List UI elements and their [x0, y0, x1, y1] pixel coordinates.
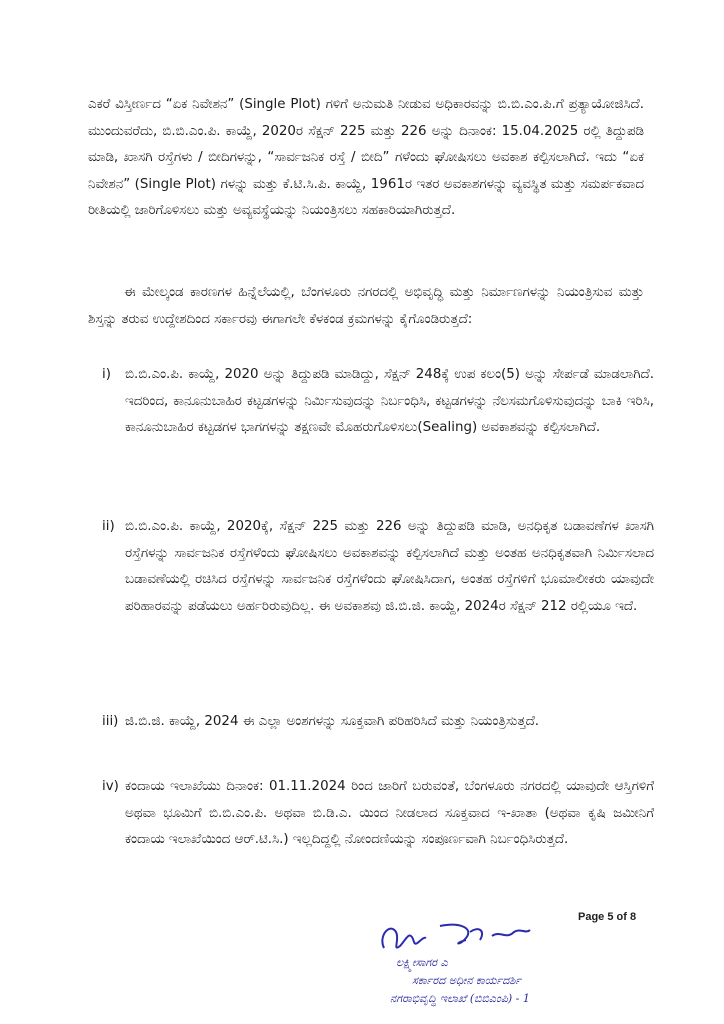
page-of: of — [616, 911, 627, 923]
list-item-number: ii) — [102, 519, 115, 534]
signature-name: ಲಕ್ಷ್ಮೀಸಾಗರ ಎ — [396, 956, 448, 969]
list-item — [102, 362, 654, 442]
list-item-number: iv) — [102, 779, 119, 794]
signature-block — [370, 918, 590, 1018]
list-item — [102, 514, 654, 620]
page-total: 8 — [630, 911, 637, 923]
list-item-text: ಕಂದಾಯ ಇಲಾಖೆಯು ದಿನಾಂಕ: 01.11.2024 ರಿಂದ ಜಾರಿಗೆ ಬರುವಂತೆ, ಬೆಂಗಳೂರು ನಗರದಲ್ಲಿ ಯಾವುದೇ ಆಸ್ತಿಗಳಿಗೆ ಅಥವಾ ಭೂಮಿಗೆ ಬಿ.ಬಿ.ಎಂ.ಪಿ. ಅಥವಾ ಬಿ.ಡಿ.ಎ. ಯಿಂದ ನೀಡಲಾದ ಸೂಕ್ತವಾದ ಇ-ಖಾತಾ (ಅಥವಾ ಕೃಷಿ ಜಮೀನಿಗೆ ಕಂದಾಯ ಇಲಾಖೆಯಿಂದ ಆರ್.ಟಿ.ಸಿ.) ಇಲ್ಲದಿದ್ದಲ್ಲಿ ನೋಂದಣಿಯನ್ನು ಸಂಪೂರ್ಣವಾಗಿ ನಿರ್ಬಂಧಿಸಿರುತ್ತದೆ. — [125, 779, 654, 848]
paragraph-measures-intro: ಈ ಮೇಲ್ಕಂಡ ಕಾರಣಗಳ ಹಿನ್ನೆಲೆಯಲ್ಲಿ, ಬೆಂಗಳೂರು ನಗರದಲ್ಲಿ ಅಭಿವೃದ್ಧಿ ಮತ್ತು ನಿರ್ಮಾಣಗಳನ್ನು ನಿಯಂತ್ರಿಸುವ ಮತ್ತು ಶಿಸ್ತನ್ನು ತರುವ ಉದ್ದೇಶದಿಂದ ಸರ್ಕಾರವು ಈಗಾಗಲೇ ಕೆಳಕಂಡ ಕ್ರಮಗಳನ್ನು ಕೈಗೊಂಡಿರುತ್ತದೆ: — [88, 285, 644, 327]
list-item-text: ಬಿ.ಬಿ.ಎಂ.ಪಿ. ಕಾಯ್ದೆ, 2020 ಅನ್ನು ತಿದ್ದುಪಡಿ ಮಾಡಿದ್ದು, ಸೆಕ್ಷನ್ 248ಕ್ಕೆ ಉಪ ಕಲಂ(5) ಅನ್ನು ಸೇರ್ಪಡೆ ಮಾಡಲಾಗಿದೆ. ಇದರಿಂದ, ಕಾನೂನುಬಾಹಿರ ಕಟ್ಟಡಗಳನ್ನು ನಿರ್ಮಿಸುವುದನ್ನು ನಿರ್ಬಂಧಿಸಿ, ಕಟ್ಟಡಗಳನ್ನು ನೆಲಸಮಗೊಳಿಸುವುದನ್ನು ಬಾಕಿ ಇರಿಸಿ, ಕಾನೂನುಬಾಹಿರ ಕಟ್ಟಡಗಳ ಭಾಗಗಳನ್ನು ತಕ್ಷಣವೇ ಮೊಹರುಗೊಳಿಸಲು(Sealing) ಅವಕಾಶವನ್ನು ಕಲ್ಪಿಸಲಾಗಿದೆ. — [125, 367, 654, 436]
page-current: 5 — [607, 911, 614, 923]
paragraph-single-plot: ಎಕರೆ ವಿಸ್ತೀರ್ಣದ “ಏಕ ನಿವೇಶನ” (Single Plot) ಗಳಿಗೆ ಅನುಮತಿ ನೀಡುವ ಅಧಿಕಾರವನ್ನು ಬಿ.ಬಿ.ಎಂ.ಪಿ.ಗೆ ಪ್ರತ್ಯಾಯೋಜಿಸಿದೆ. ಮುಂದುವರೆದು, ಬಿ.ಬಿ.ಎಂ.ಪಿ. ಕಾಯ್ದೆ, 2020ರ ಸೆಕ್ಷನ್ 225 ಮತ್ತು 226 ಅನ್ನು ದಿನಾಂಕ: 15.04.2025 ರಲ್ಲಿ ತಿದ್ದುಪಡಿ ಮಾಡಿ, ಖಾಸಗಿ ರಸ್ತೆಗಳು / ಬೀದಿಗಳನ್ನು, “ಸಾರ್ವಜನಿಕ ರಸ್ತೆ / ಬೀದಿ” ಗಳೆಂದು ಘೋಷಿಸಲು ಅವಕಾಶ ಕಲ್ಪಿಸಲಾಗಿದೆ. ಇದು “ಏಕ ನಿವೇಶನ” (Single Plot) ಗಳನ್ನು ಮತ್ತು ಕೆ.ಟಿ.ಸಿ.ಪಿ. ಕಾಯ್ದೆ, 1961ರ ಇತರ ಅವಕಾಶಗಳನ್ನು ವ್ಯವಸ್ಥಿತ ಮತ್ತು ಸಮರ್ಪಕವಾದ ರೀತಿಯಲ್ಲಿ ಜಾರಿಗೊಳಿಸಲು ಮತ್ತು ಅವ್ಯವಸ್ಥೆಯನ್ನು ನಿಯಂತ್ರಿಸಲು ಸಹಕಾರಿಯಾಗಿರುತ್ತದೆ. — [88, 97, 644, 219]
signature-department: ನಗರಾಭಿವೃದ್ಧಿ ಇಲಾಖೆ (ಬಿಬಿಎಂಪಿ) - 1 — [390, 992, 530, 1005]
list-item-number: iii) — [102, 714, 119, 729]
list-item-text: ಬಿ.ಬಿ.ಎಂ.ಪಿ. ಕಾಯ್ದೆ, 2020ಕ್ಕೆ, ಸೆಕ್ಷನ್ 225 ಮತ್ತು 226 ಅನ್ನು ತಿದ್ದುಪಡಿ ಮಾಡಿ, ಅನಧಿಕೃತ ಬಡಾವಣೆಗಳ ಖಾಸಗಿ ರಸ್ತೆಗಳನ್ನು ಸಾರ್ವಜನಿಕ ರಸ್ತೆಗಳೆಂದು ಘೋಷಿಸಲು ಅವಕಾಶವನ್ನು ಕಲ್ಪಿಸಲಾಗಿದೆ ಮತ್ತು ಅಂತಹ ಅನಧಿಕೃತವಾಗಿ ನಿರ್ಮಿಸಲಾದ ಬಡಾವಣೆಯಲ್ಲಿ ರಚಿಸಿದ ರಸ್ತೆಗಳನ್ನು ಸಾರ್ವಜನಿಕ ರಸ್ತೆಗಳೆಂದು ಘೋಷಿಸಿದಾಗ, ಅಂತಹ ರಸ್ತೆಗಳಿಗೆ ಭೂಮಾಲೀಕರು ಯಾವುದೇ ಪರಿಹಾರವನ್ನು ಪಡೆಯಲು ಅರ್ಹರಿರುವುದಿಲ್ಲ. ಈ ಅವಕಾಶವು ಜಿ.ಬಿ.ಜಿ. ಕಾಯ್ದೆ, 2024ರ ಸೆಕ್ಷನ್ 212 ರಲ್ಲಿಯೂ ಇದೆ. — [125, 519, 654, 614]
list-item — [102, 774, 654, 854]
page-label: Page — [578, 911, 605, 923]
list-item-text: ಜಿ.ಬಿ.ಜಿ. ಕಾಯ್ದೆ, 2024 ಈ ಎಲ್ಲಾ ಅಂಶಗಳನ್ನು ಸೂಕ್ತವಾಗಿ ಪರಿಹರಿಸಿದೆ ಮತ್ತು ನಿಯಂತ್ರಿಸುತ್ತದೆ. — [125, 714, 540, 729]
list-item — [102, 709, 654, 736]
signature-scribble — [370, 918, 590, 958]
signature-designation: ಸರ್ಕಾರದ ಅಧೀನ ಕಾರ್ಯದರ್ಶಿ — [412, 974, 522, 987]
list-item-number: i) — [102, 367, 111, 382]
